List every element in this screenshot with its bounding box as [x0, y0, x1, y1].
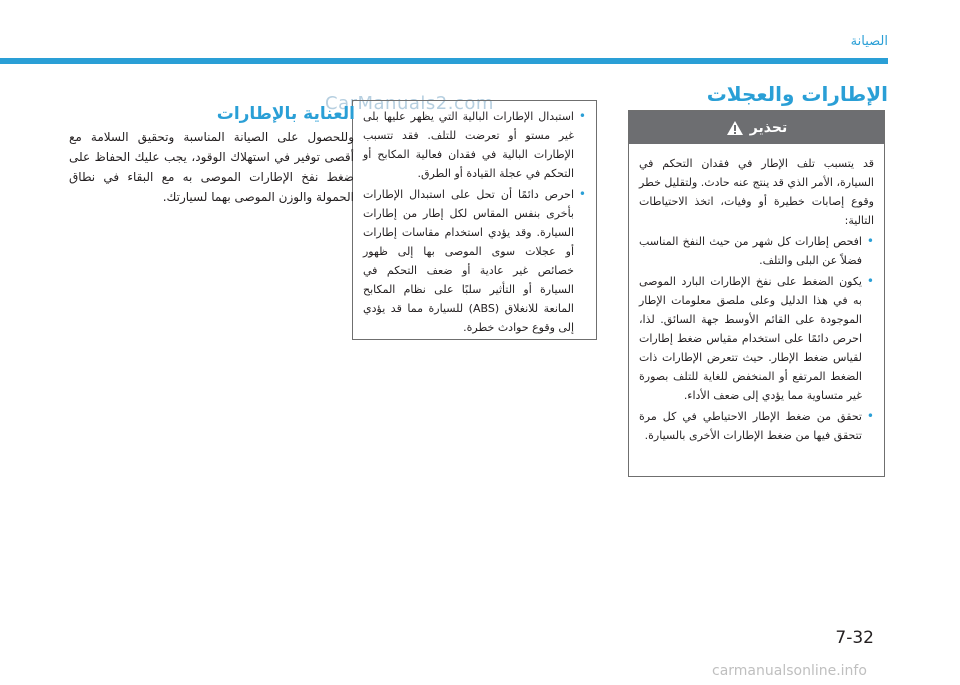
bullet-icon: • — [578, 187, 586, 201]
info-bullet-text: احرص دائمًا أن تحل على استبدال الإطارات بأخرى بنفس المقاس لكل إطار من إطارات السيارة. وقد يؤدي استخدام مقاسات إطارات أو عجلات سوى الموصى بها إلى ظهور خصائص غير عادية أو ضعف التحكم في السيارة أو التأثير سلبًا على نظام المكابح المانعة للانغلاق (ABS) للسيارة مما قد يؤدي إلى وقوع حوادث خطرة. — [363, 188, 574, 334]
header-section-title: الصيانة — [850, 34, 888, 49]
warning-bullet-text: يكون الضغط على نفخ الإطارات البارد الموصى به في هذا الدليل وعلى ملصق معلومات الإطار الموجودة على القائم الأوسط جهة السائق. لذا، احرص دائمًا على استخدام مقياس ضغط إطارات لقياس ضغط الإطار. حيث تتعرض الإطارات ذات الضغط المرتفع أو المنخفض للغاية للتلف بصورة غير متساوية مما يؤدي إلى ضعف الأداء. — [639, 275, 862, 402]
watermark-top: CarManuals2.com — [325, 93, 494, 114]
bullet-icon: • — [866, 409, 874, 423]
bullet-icon: • — [866, 234, 874, 248]
header-divider-thick — [0, 58, 888, 64]
bullet-icon: • — [866, 274, 874, 288]
list-item — [363, 185, 586, 337]
watermark-bottom: carmanualsonline.info — [712, 663, 867, 679]
section-subtitle: العناية بالإطارات — [216, 104, 355, 124]
warning-header — [629, 111, 884, 144]
list-item — [363, 107, 586, 183]
list-item — [639, 407, 874, 445]
warning-bullet-text: تحقق من ضغط الإطار الاحتياطي في كل مرة تتحقق فيها من ضغط الإطارات الأخرى بالسيارة. — [639, 410, 862, 442]
warning-body — [629, 144, 884, 453]
body-paragraph: وللحصول على الصيانة المناسبة وتحقيق السلامة مع أقصى توفير في استهلاك الوقود، يجب عليك الحفاظ على ضغط نفخ الإطارات الموصى به مع البقاء في نطاق الحمولة والوزن الموصى بهما لسيارتك. — [69, 130, 354, 204]
info-bullet-text: استبدال الإطارات البالية التي يظهر عليها بلى غير مستو أو تعرضت للتلف. فقد تتسبب الإطارات البالية في فقدان فعالية المكابح أو التحكم في عجلة القيادة أو الطرق. — [363, 110, 574, 180]
warning-bullet-list — [639, 232, 874, 445]
warning-box — [628, 110, 885, 477]
list-item — [639, 272, 874, 405]
list-item — [639, 232, 874, 270]
bullet-icon: • — [578, 109, 586, 123]
page-title: الإطارات والعجلات — [706, 82, 888, 106]
warning-bullet-text: افحص إطارات كل شهر من حيث النفخ المناسب فضلاً عن البلى والتلف. — [639, 235, 862, 267]
info-box — [352, 100, 597, 340]
page-number: 7-32 — [835, 628, 874, 648]
warning-label: تحذير — [749, 119, 788, 136]
warning-intro: قد يتسبب تلف الإطار في فقدان التحكم في السيارة، الأمر الذي قد ينتج عنه حادث. ولتقليل خطر وقوع إصابات خطيرة أو وفيات، اتخذ الاحتياطات التالية: — [639, 157, 874, 227]
info-bullet-list — [363, 107, 586, 337]
warning-triangle-icon — [726, 120, 744, 136]
